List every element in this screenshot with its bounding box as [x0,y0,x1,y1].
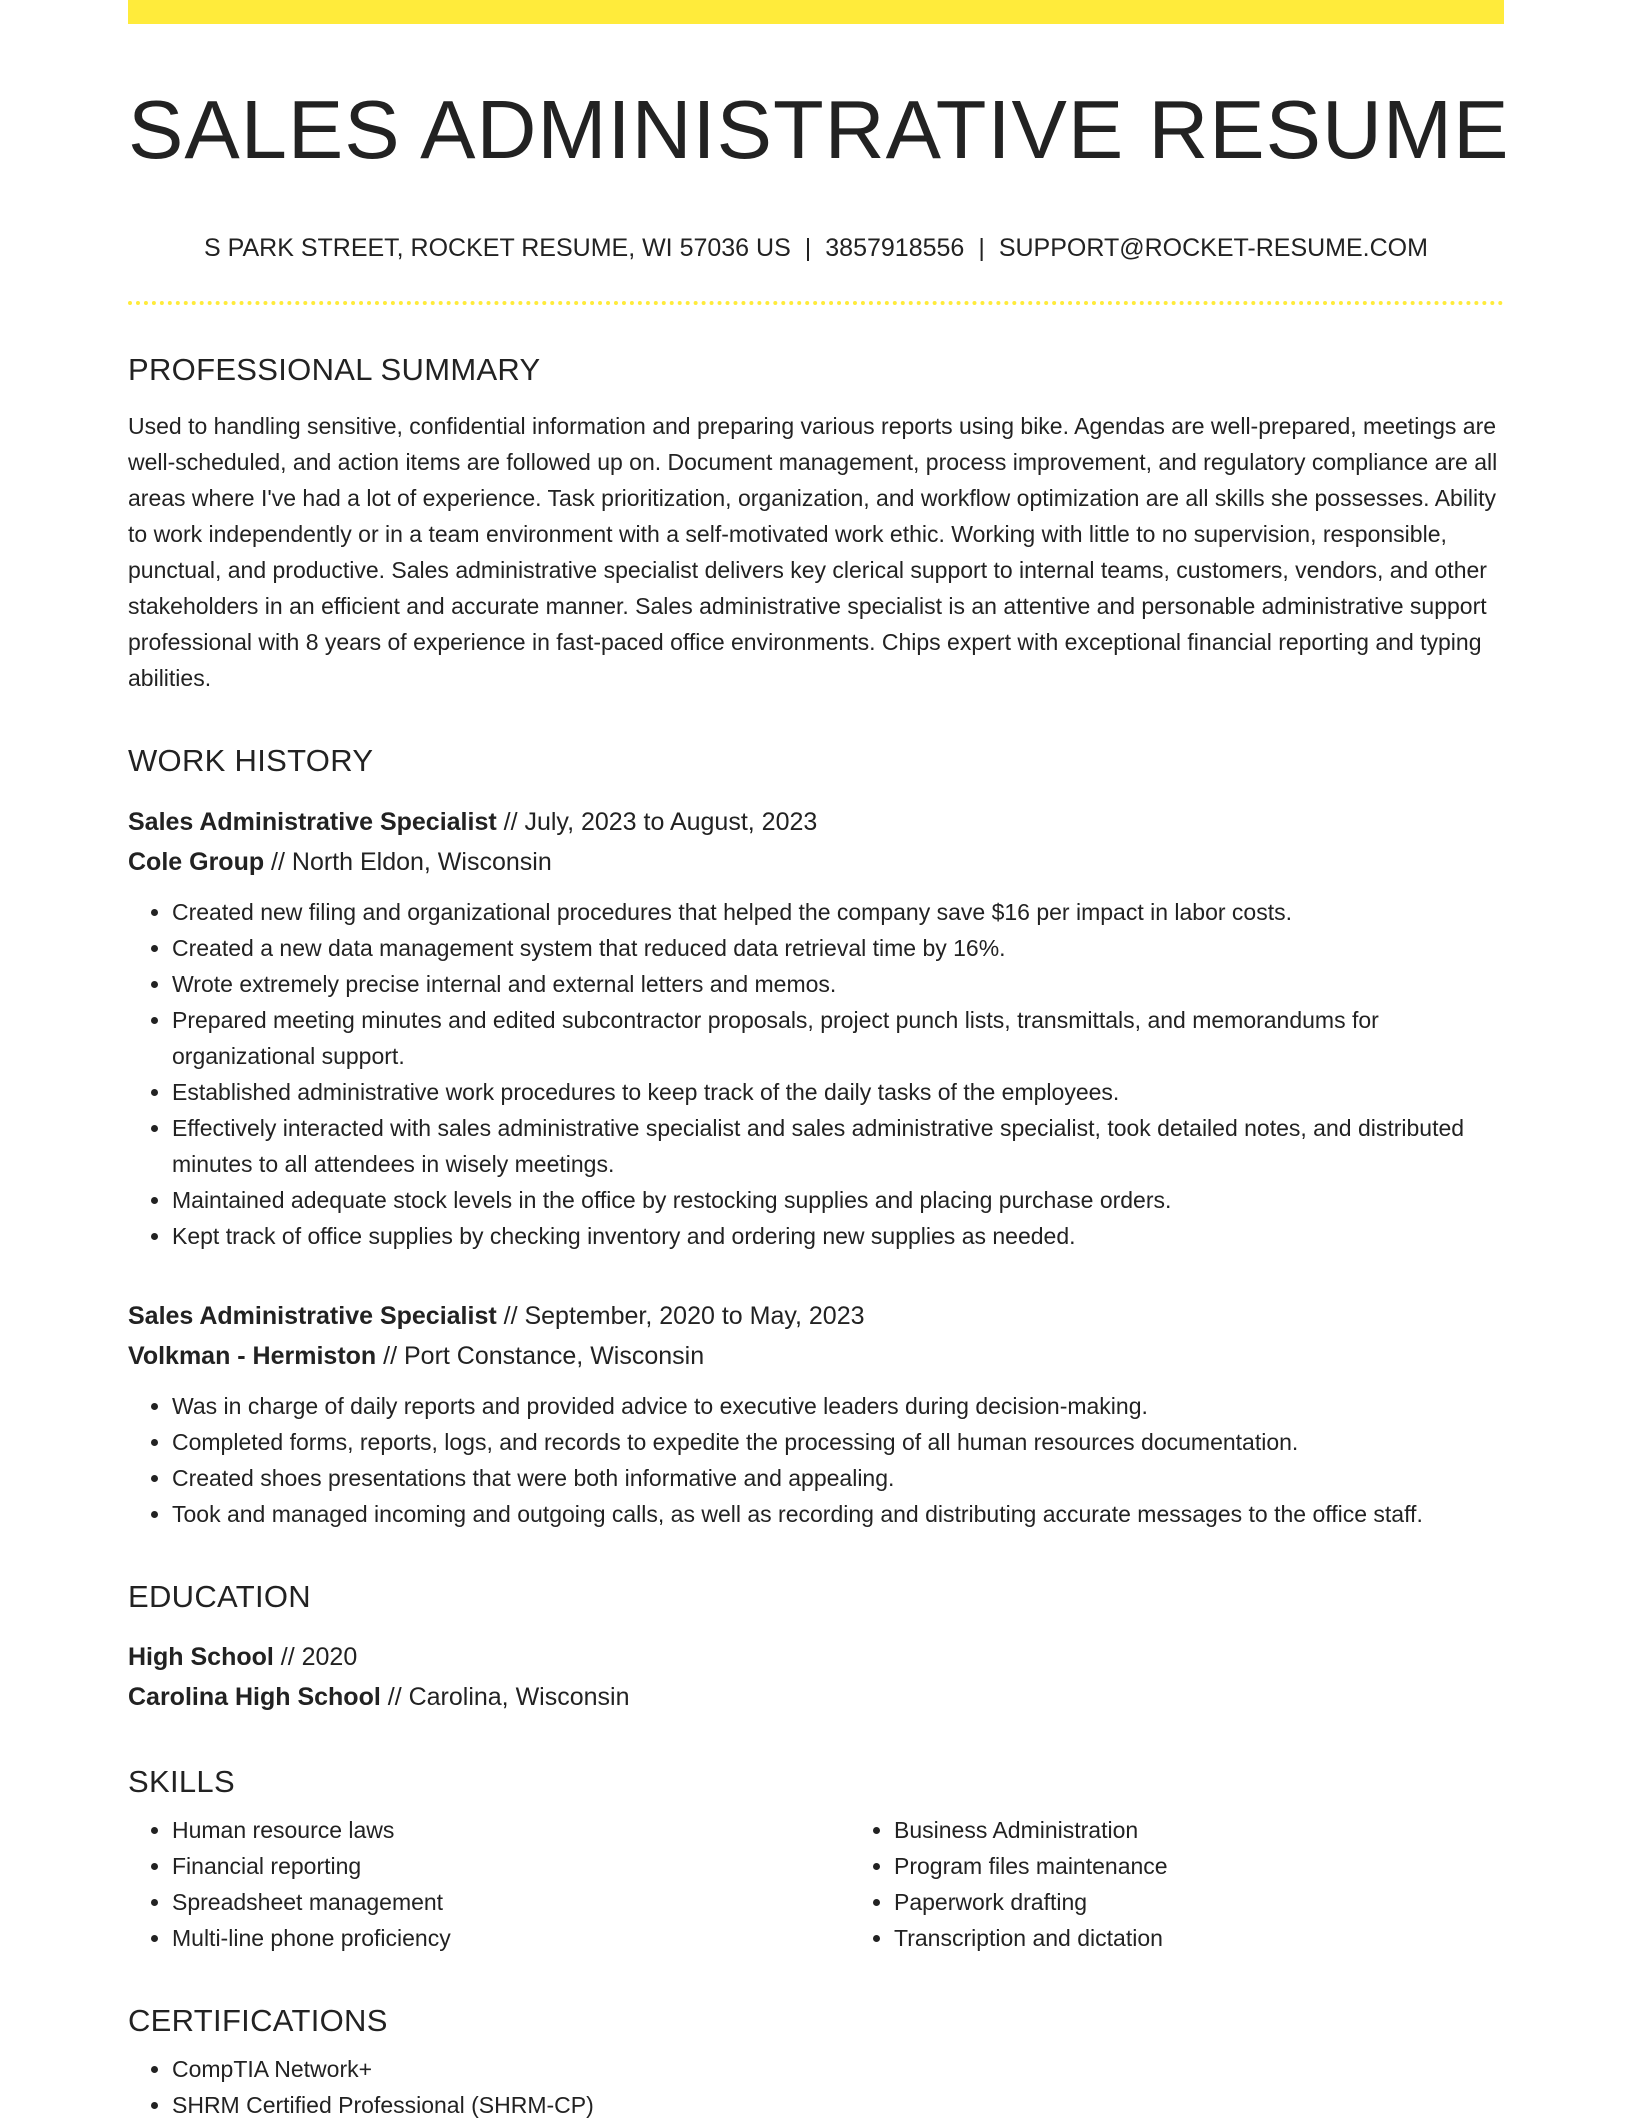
list-item: • CompTIA Network+ [172,2051,1504,2087]
list-item: • Completed forms, reports, logs, and records to expedite the processing of all human resources documentation. [172,1424,1504,1460]
list-item: • Program files maintenance [894,1848,1572,1884]
list-item: • Wrote extremely precise internal and external letters and memos. [172,966,1504,1002]
job-dates: // July, 2023 to August, 2023 [496,807,818,836]
dotted-divider [128,301,1504,305]
resume-page [128,0,1510,2123]
certifications-list [128,2051,1504,2123]
list-item: • Prepared meeting minutes and edited subcontractor proposals, project punch lists, transmittals, and memorandums for organizational support. [172,1002,1504,1074]
contact-line [128,233,1504,263]
list-item: • SHRM Certified Professional (SHRM-CP) [172,2087,1504,2123]
job-title: Sales Administrative Specialist [128,807,497,836]
job-title: Sales Administrative Specialist [128,1301,497,1330]
list-item: • Was in charge of daily reports and provided advice to executive leaders during decision-making. [172,1388,1504,1424]
contact-phone[interactable]: 3857918556 [825,234,965,263]
list-item: • Spreadsheet management [172,1884,850,1920]
list-item: • Maintained adequate stock levels in the office by restocking supplies and placing purchase orders. [172,1182,1504,1218]
list-item: • Business Administration [894,1812,1572,1848]
list-item: • Established administrative work procedures to keep track of the daily tasks of the employees. [172,1074,1504,1110]
skills-list-right [850,1812,1572,1956]
list-item: • Multi-line phone proficiency [172,1920,850,1956]
job-company-line [128,1336,1504,1376]
list-item: • Paperwork drafting [894,1884,1572,1920]
section-heading-skills: SKILLS [128,1763,235,1799]
list-item: • Created a new data management system that reduced data retrieval time by 16%. [172,930,1504,966]
list-item: • Created new filing and organizational procedures that helped the company save $16 per impact in labor costs. [172,894,1504,930]
job-bullet-list [128,894,1504,1254]
job-dates: // September, 2020 to May, 2023 [496,1301,865,1330]
job-title-line [128,802,1504,842]
list-item: • Took and managed incoming and outgoing calls, as well as recording and distributing accurate messages to the office staff. [172,1496,1504,1532]
list-item: • Human resource laws [172,1812,850,1848]
list-item: • Effectively interacted with sales administrative specialist and sales administrative specialist, took detailed notes, and distributed minutes to all attendees in wisely meetings. [172,1110,1504,1182]
education-entry [128,1637,1504,1717]
education-school: Carolina High School [128,1682,381,1711]
contact-separator: | [978,234,985,263]
job-company: Cole Group [128,847,265,876]
skills-columns [128,1800,1504,1956]
list-item: • Transcription and dictation [894,1920,1572,1956]
education-school-line [128,1677,1504,1717]
section-heading-education: EDUCATION [128,1578,311,1614]
section-heading-certifications: CERTIFICATIONS [128,2003,388,2039]
section-heading-work-history: WORK HISTORY [128,743,374,779]
job-location: // Port Constance, Wisconsin [376,1341,705,1370]
list-item: • Financial reporting [172,1848,850,1884]
summary-text: Used to handling sensitive, confidential information and preparing various reports using bike. Agendas are well-prepared, meetings are well-scheduled, and action items are followed up on. Document management, process improvement, and regulatory compliance are all areas where I've had a lot of experience. Task prioritization, organization, and workflow optimization are all skills she possesses. Ability to work independently or in a team environment with a self-motivated work ethic. Working with little to no supervision, responsible, punctual, and productive. Sales administrative specialist delivers key clerical support to internal teams, customers, vendors, and other stakeholders in an efficient and accurate manner. Sales administrative specialist is an attentive and personable administrative support professional with 8 years of experience in fast-paced office environments. Chips expert with exceptional financial reporting and typing abilities. [128,413,1498,692]
education-year: // 2020 [273,1642,358,1671]
job-title-line [128,1296,1504,1336]
contact-address: S PARK STREET, ROCKET RESUME, WI 57036 US [204,234,791,263]
contact-email[interactable]: SUPPORT@ROCKET-RESUME.COM [998,234,1428,263]
section-heading-summary: PROFESSIONAL SUMMARY [128,352,541,388]
job-location: // North Eldon, Wisconsin [264,847,552,876]
job-entry [128,802,1504,1254]
top-accent-bar [128,0,1504,24]
resume-title: SALES ADMINISTRATIVE RESUME [128,83,1510,176]
job-bullet-list [128,1388,1504,1532]
job-entry [128,1296,1504,1532]
education-degree-line [128,1637,1504,1677]
skills-list-left [128,1812,850,1956]
education-location: // Carolina, Wisconsin [380,1682,630,1711]
job-company-line [128,842,1504,882]
education-degree: High School [128,1642,274,1671]
list-item: • Created shoes presentations that were both informative and appealing. [172,1460,1504,1496]
job-company: Volkman - Hermiston [128,1341,377,1370]
contact-separator: | [804,234,812,263]
list-item: • Kept track of office supplies by checking inventory and ordering new supplies as needed. [172,1218,1504,1254]
